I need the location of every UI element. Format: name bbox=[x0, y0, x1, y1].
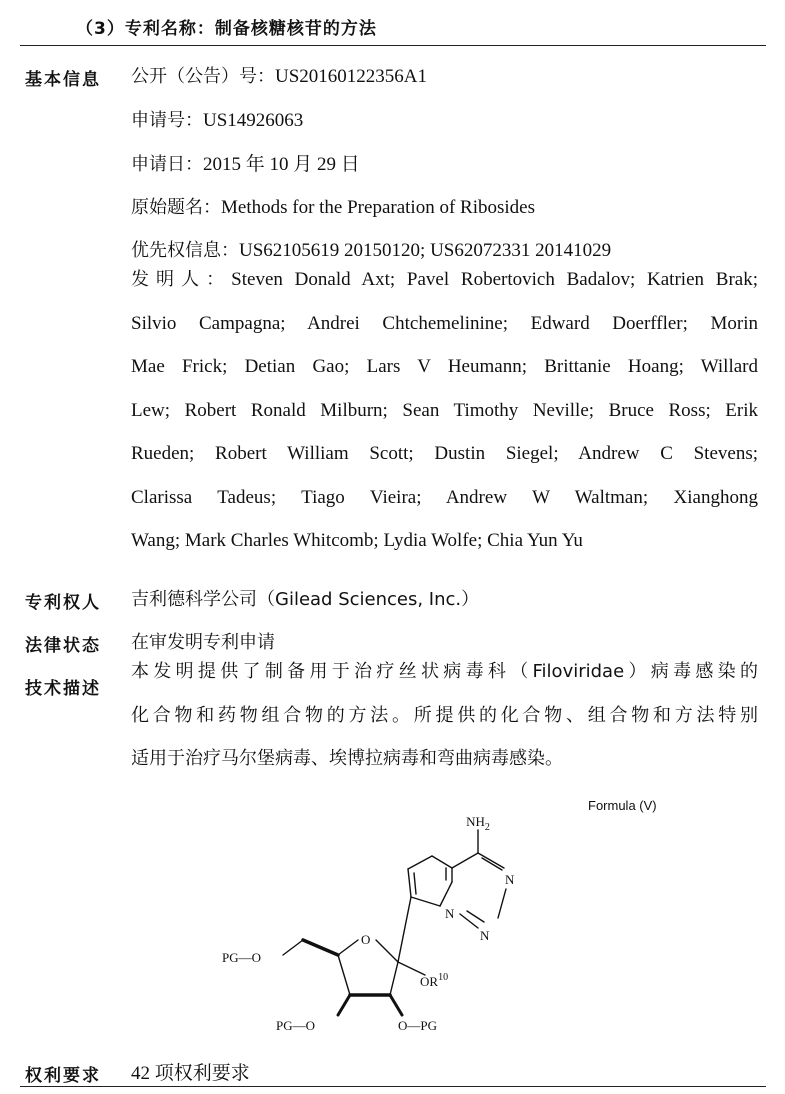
atom-label: O bbox=[361, 932, 371, 947]
inventor-line: 发明人：Steven Donald Axt; Pavel Robertovich Badalov; Katrien Brak; bbox=[131, 269, 759, 290]
tech-desc-line: 本发明提供了制备用于治疗丝状病毒科（Filoviridae）病毒感染的 bbox=[131, 661, 758, 682]
bond bbox=[283, 940, 303, 955]
bond bbox=[467, 911, 484, 922]
bond bbox=[338, 995, 350, 1015]
bond bbox=[390, 995, 402, 1015]
application-no-value: US14926063 bbox=[203, 110, 304, 131]
bond bbox=[478, 853, 504, 868]
application-no-prefix: 申请号： bbox=[131, 110, 203, 131]
inventor-line: Wang; Mark Charles Whitcomb; Lydia Wolfe; Chia Yun Yu bbox=[131, 530, 583, 551]
atom-label: N bbox=[445, 906, 455, 921]
bond bbox=[398, 897, 411, 962]
bond bbox=[408, 869, 411, 897]
atom-label: PG—O bbox=[222, 950, 262, 965]
legal-status-label: 法律状态 bbox=[25, 636, 101, 656]
atom-label: $NH_2$ bbox=[466, 814, 490, 833]
tech-desc-line: 化合物和药物组合物的方法。所提供的化合物、组合物和方法特别 bbox=[131, 704, 758, 726]
bond bbox=[376, 940, 398, 962]
atom-label: N bbox=[480, 928, 490, 943]
bond bbox=[498, 889, 506, 918]
tech-desc-line: 适用于治疗马尔堡病毒、埃博拉病毒和弯曲病毒感染。 bbox=[131, 748, 563, 769]
patentee-value: 吉利德科学公司（Gilead Sciences, Inc.） bbox=[131, 589, 480, 610]
claims-value: 42 项权利要求 bbox=[131, 1063, 250, 1084]
bond bbox=[303, 940, 338, 955]
inventor-line: Rueden; Robert William Scott; Dustin Siegel; Andrew C Stevens; bbox=[131, 443, 758, 464]
inventors-prefix: 发明人： bbox=[131, 269, 232, 290]
patentee-label: 专利权人 bbox=[25, 593, 101, 613]
basic-info-label: 基本信息 bbox=[25, 70, 101, 90]
formula-label: Formula (V) bbox=[588, 798, 657, 813]
application-date-prefix: 申请日： bbox=[131, 154, 203, 175]
legal-status-value: 在审发明专利申请 bbox=[131, 632, 275, 653]
bond bbox=[432, 856, 452, 868]
bond bbox=[408, 856, 432, 869]
inventor-line: Clarissa Tadeus; Tiago Vieira; Andrew W Waltman; Xianghong bbox=[131, 486, 758, 508]
bond bbox=[338, 955, 350, 995]
original-title-prefix: 原始题名： bbox=[131, 197, 221, 218]
bottom-divider bbox=[20, 1086, 766, 1087]
bond bbox=[411, 897, 440, 906]
publication-prefix: 公开（公告）号： bbox=[131, 66, 275, 87]
bond bbox=[440, 882, 452, 906]
priority-prefix: 优先权信息： bbox=[131, 240, 239, 261]
bond bbox=[452, 853, 478, 868]
atom-label: PG—O bbox=[276, 1018, 316, 1033]
publication-value: US20160122356A1 bbox=[275, 66, 428, 87]
atom-label: N bbox=[505, 872, 515, 887]
bond bbox=[390, 962, 398, 995]
bond bbox=[482, 858, 502, 870]
atom-label: OR$^{10}$ bbox=[420, 972, 449, 989]
priority-value: US62105619 20150120; US62072331 20141029 bbox=[239, 240, 612, 261]
tech-desc-label: 技术描述 bbox=[25, 679, 101, 699]
inventor-line: Silvio Campagna; Andrei Chtchemelinine; Edward Doerffler; Morin bbox=[131, 312, 758, 334]
original-title-value: Methods for the Preparation of Ribosides bbox=[221, 197, 535, 218]
atom-label: O—PG bbox=[398, 1018, 438, 1033]
document-title: （3）专利名称：制备核糖核苷的方法 bbox=[76, 19, 377, 39]
inventor-line: Mae Frick; Detian Gao; Lars V Heumann; Brittanie Hoang; Willard bbox=[131, 356, 758, 377]
application-date-value: 2015 年 10 月 29 日 bbox=[203, 154, 360, 175]
claims-label: 权利要求 bbox=[25, 1066, 101, 1086]
bond bbox=[338, 940, 358, 955]
bond bbox=[414, 873, 416, 894]
inventor-line: Lew; Robert Ronald Milburn; Sean Timothy Neville; Bruce Ross; Erik bbox=[131, 399, 758, 421]
